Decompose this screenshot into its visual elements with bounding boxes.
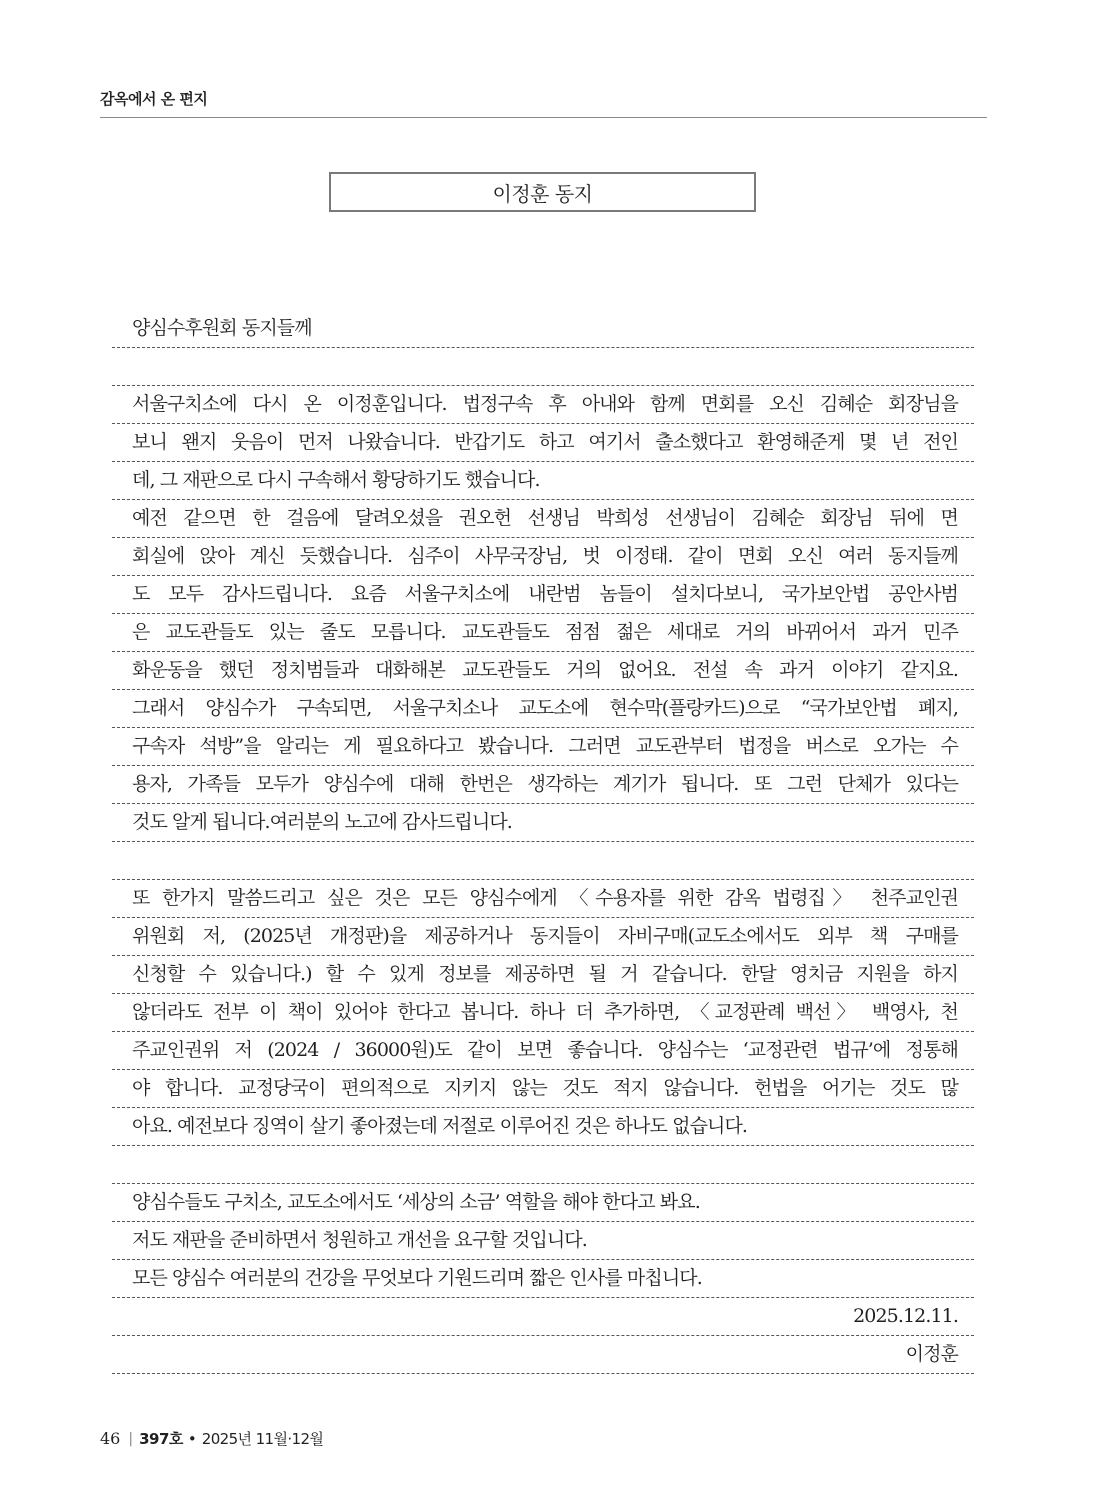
letter-line: 양심수후원회 동지들께 [112, 310, 974, 348]
issue-date: 2025년 11월·12월 [201, 1430, 324, 1448]
blank-ruled-line [112, 842, 974, 880]
letter-line: 예전 같으면 한 걸음에 달려오셨을 권오헌 선생님 박희성 선생님이 김혜순 회장님 뒤에 면 [112, 500, 974, 538]
letter-line: 또 한가지 말씀드리고 싶은 것은 모든 양심수에게 〈수용자를 위한 감옥 법령집〉 천주교인권 [112, 880, 974, 918]
letter-body [112, 310, 974, 1374]
bullet-icon: • [187, 1429, 197, 1448]
letter-line: 보니 왠지 웃음이 먼저 나왔습니다. 반갑기도 하고 여기서 출소했다고 환영해준게 몇 년 전인 [112, 424, 974, 462]
letter-line: 모든 양심수 여러분의 건강을 무엇보다 기원드리며 짧은 인사를 마칩니다. [112, 1260, 974, 1298]
page-number: 46 [100, 1429, 121, 1448]
footer-separator: | [128, 1430, 134, 1447]
letter-line: 아요. 예전보다 징역이 살기 좋아졌는데 저절로 이루어진 것은 하나도 없습니다. [112, 1108, 974, 1146]
letter-line: 서울구치소에 다시 온 이정훈입니다. 법정구속 후 아내와 함께 면회를 오신 김혜순 회장님을 [112, 386, 974, 424]
blank-ruled-line [112, 1146, 974, 1184]
letter-line: 위원회 저, (2025년 개정판)을 제공하거나 동지들이 자비구매(교도소에서도 외부 책 구매를 [112, 918, 974, 956]
header-divider [100, 117, 987, 118]
page-footer [100, 1428, 323, 1449]
letter-line: 2025.12.11. [112, 1298, 974, 1336]
section-title: 감옥에서 온 편지 [100, 90, 208, 108]
letter-line: 용자, 가족들 모두가 양심수에 대해 한번은 생각하는 계기가 됩니다. 또 그런 단체가 있다는 [112, 766, 974, 804]
letter-line: 구속자 석방”을 알리는 게 필요하다고 봤습니다. 그러면 교도관부터 법정을 버스로 오가는 수 [112, 728, 974, 766]
letter-line: 그래서 양심수가 구속되면, 서울구치소나 교도소에 현수막(플랑카드)으로 “국가보안법 폐지, [112, 690, 974, 728]
letter-line: 도 모두 감사드립니다. 요즘 서울구치소에 내란범 놈들이 설치다보니, 국가보안법 공안사범 [112, 576, 974, 614]
letter-line: 은 교도관들도 있는 줄도 모릅니다. 교도관들도 점점 젊은 세대로 거의 바뀌어서 과거 민주 [112, 614, 974, 652]
letter-line: 것도 알게 됩니다.여러분의 노고에 감사드립니다. [112, 804, 974, 842]
letter-line: 데, 그 재판으로 다시 구속해서 황당하기도 했습니다. [112, 462, 974, 500]
letter-line: 야 합니다. 교정당국이 편의적으로 지키지 않는 것도 적지 않습니다. 헌법을 어기는 것도 많 [112, 1070, 974, 1108]
letter-line: 않더라도 전부 이 책이 있어야 한다고 봅니다. 하나 더 추가하면, 〈교정판례 백선〉 백영사, 천 [112, 994, 974, 1032]
letter-line: 신청할 수 있습니다.) 할 수 있게 정보를 제공하면 될 거 같습니다. 한달 영치금 지원을 하지 [112, 956, 974, 994]
letter-line: 주교인권위 저 (2024 / 36000원)도 같이 보면 좋습니다. 양심수는 ‘교정관련 법규’에 정통해 [112, 1032, 974, 1070]
blank-ruled-line [112, 348, 974, 386]
letter-line: 화운동을 했던 정치범들과 대화해본 교도관들도 거의 없어요. 전설 속 과거 이야기 같지요. [112, 652, 974, 690]
letter-line: 저도 재판을 준비하면서 청원하고 개선을 요구할 것입니다. [112, 1222, 974, 1260]
letter-line: 양심수들도 구치소, 교도소에서도 ‘세상의 소금’ 역할을 해야 한다고 봐요. [112, 1184, 974, 1222]
letter-title-box [329, 172, 756, 212]
issue-number: 397호 [139, 1430, 183, 1448]
letter-line: 이정훈 [112, 1336, 974, 1374]
letter-title: 이정훈 동지 [492, 181, 593, 206]
letter-line: 회실에 앉아 계신 듯했습니다. 심주이 사무국장님, 벗 이정태. 같이 면회 오신 여러 동지들께 [112, 538, 974, 576]
